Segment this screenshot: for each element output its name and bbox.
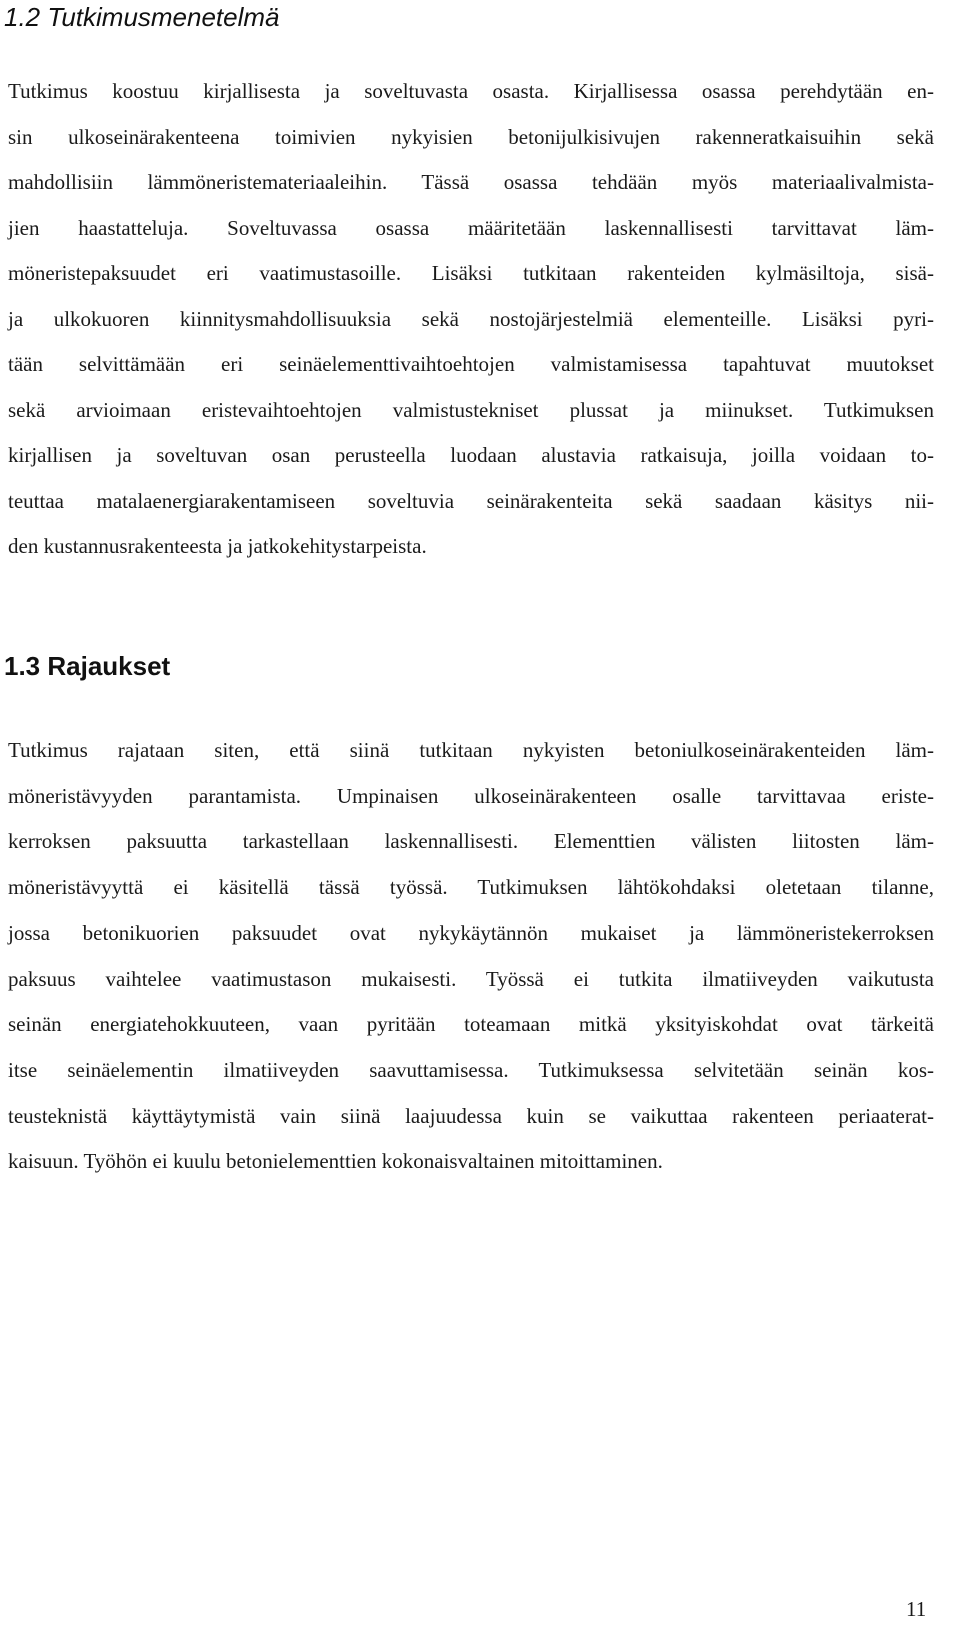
paragraph-line: Tutkimus koostuu kirjallisesta ja soveltuvasta osasta. Kirjallisessa osassa perehdytään en- [8,79,934,103]
paragraph-line: teusteknistä käyttäytymistä vain siinä laajuudessa kuin se vaikuttaa rakenteen periaaterat- [8,1103,934,1128]
paragraph-line: den kustannusrakenteesta ja jatkokehitystarpeista. [8,534,427,558]
paragraph-line: möneristävyyden parantamista. Umpinaisen ulkoseinärakenteen osalle tarvittavaa eriste- [8,783,934,808]
paragraph-line: seinän energiatehokkuuteen, vaan pyritään toteamaan mitkä yksityiskohdat ovat tärkeitä [8,1012,934,1037]
paragraph-line: teuttaa matalaenergiarakentamiseen soveltuvia seinärakenteita sekä saadaan käsitys nii- [8,488,934,513]
paragraph-line: ja ulkokuoren kiinnitysmahdollisuuksia sekä nostojärjestelmiä elementeille. Lisäksi pyri- [8,306,934,331]
paragraph-line: itse seinäelementin ilmatiiveyden saavuttamisessa. Tutkimuksessa selvitetään seinän kos- [8,1057,934,1082]
paragraph-line: paksuus vaihtelee vaatimustason mukaisesti. Työssä ei tutkita ilmatiiveyden vaikutusta [8,966,934,991]
paragraph-line: jossa betonikuorien paksuudet ovat nykykäytännön mukaiset ja lämmöneristekerroksen [8,920,934,945]
paragraph-line: kaisuun. Työhön ei kuulu betonielementtien kokonaisvaltainen mitoittaminen. [8,1149,663,1174]
paragraph-line: mahdollisiin lämmöneristemateriaaleihin. Tässä osassa tehdään myös materiaalivalmista- [8,170,934,194]
section-heading-rajaukset: 1.3 Rajaukset [4,651,171,681]
paragraph-line: kerroksen paksuutta tarkastellaan laskennallisesti. Elementtien välisten liitosten läm- [8,829,934,854]
paragraph-line: sin ulkoseinärakenteena toimivien nykyisien betonijulkisivujen rakenneratkaisuihin sekä [8,124,934,149]
paragraph-line: kirjallisen ja soveltuvan osan perusteella luodaan alustavia ratkaisuja, joilla voidaan to- [8,443,934,467]
paragraph-line: möneristävyyttä ei käsitellä tässä työssä. Tutkimuksen lähtökohdaksi oletetaan tilanne, [8,875,934,900]
paragraph-line: sekä arvioimaan eristevaihtoehtojen valmistustekniset plussat ja miinukset. Tutkimuksen [8,397,934,422]
section-heading-tutkimusmenetelma: 1.2 Tutkimusmenetelmä [4,2,280,32]
paragraph-rajaukset [8,728,934,1185]
paragraph-line: möneristepaksuudet eri vaatimustasoille. Lisäksi tutkitaan rakenteiden kylmäsiltoja, sisä- [8,261,934,285]
page-number: 11 [906,1597,927,1621]
paragraph-line: jien haastatteluja. Soveltuvassa osassa määritetään laskennallisesti tarvittavat läm- [8,215,934,240]
paragraph-tutkimusmenetelma [8,69,934,570]
paragraph-line: tään selvittämään eri seinäelementtivaihtoehtojen valmistamisessa tapahtuvat muutokset [8,352,934,376]
paragraph-line: Tutkimus rajataan siten, että siinä tutkitaan nykyisten betoniulkoseinärakenteiden läm- [8,738,934,762]
